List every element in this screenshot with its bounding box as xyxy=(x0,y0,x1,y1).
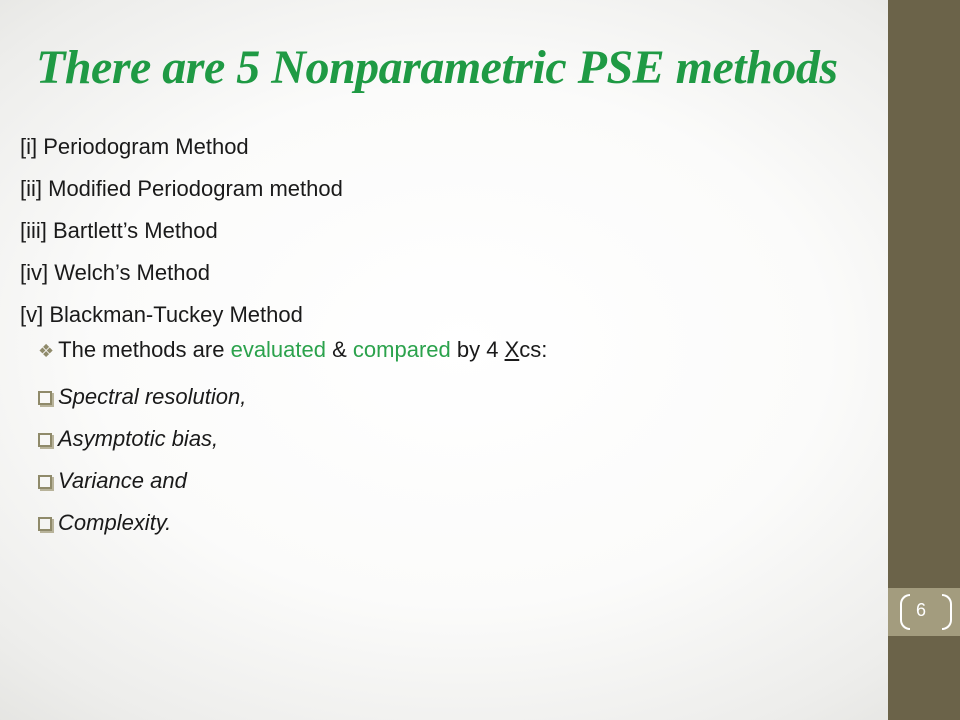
method-item-1: [i] Periodogram Method xyxy=(20,134,249,159)
method-item-5: [v] Blackman-Tuckey Method xyxy=(20,302,303,327)
criteria-item-1 xyxy=(38,376,246,418)
method-item-2: [ii] Modified Periodogram method xyxy=(20,176,343,201)
criteria-label: Asymptotic bias, xyxy=(58,426,219,451)
summary-compared: compared xyxy=(352,337,451,362)
method-item-4: [iv] Welch’s Method xyxy=(20,260,210,285)
criteria-item-3 xyxy=(38,460,246,502)
page-number-box xyxy=(888,588,960,636)
summary-x: X xyxy=(504,337,520,362)
criteria-label: Variance and xyxy=(58,468,187,493)
summary-cs: cs: xyxy=(519,337,548,362)
checkbox-bullet-icon xyxy=(38,475,52,489)
method-item-3: [iii] Bartlett’s Method xyxy=(20,218,218,243)
summary-text-3: by 4 xyxy=(450,337,505,362)
summary-text-2: & xyxy=(326,337,353,362)
summary-text-1: The methods are xyxy=(58,337,231,362)
summary-evaluated: evaluated xyxy=(230,337,326,362)
slide-title: There are 5 Nonparametric PSE methods xyxy=(36,41,838,94)
evaluation-summary xyxy=(38,337,547,363)
diamond-bullet-icon: ❖ xyxy=(38,341,55,361)
criteria-label: Complexity. xyxy=(58,510,172,535)
criteria-list xyxy=(38,376,246,544)
page-number: 6 xyxy=(915,600,926,620)
criteria-item-4 xyxy=(38,502,246,544)
checkbox-bullet-icon xyxy=(38,517,52,531)
checkbox-bullet-icon xyxy=(38,391,52,405)
checkbox-bullet-icon xyxy=(38,433,52,447)
methods-list xyxy=(20,126,343,336)
criteria-item-2 xyxy=(38,418,246,460)
criteria-label: Spectral resolution, xyxy=(58,384,247,409)
